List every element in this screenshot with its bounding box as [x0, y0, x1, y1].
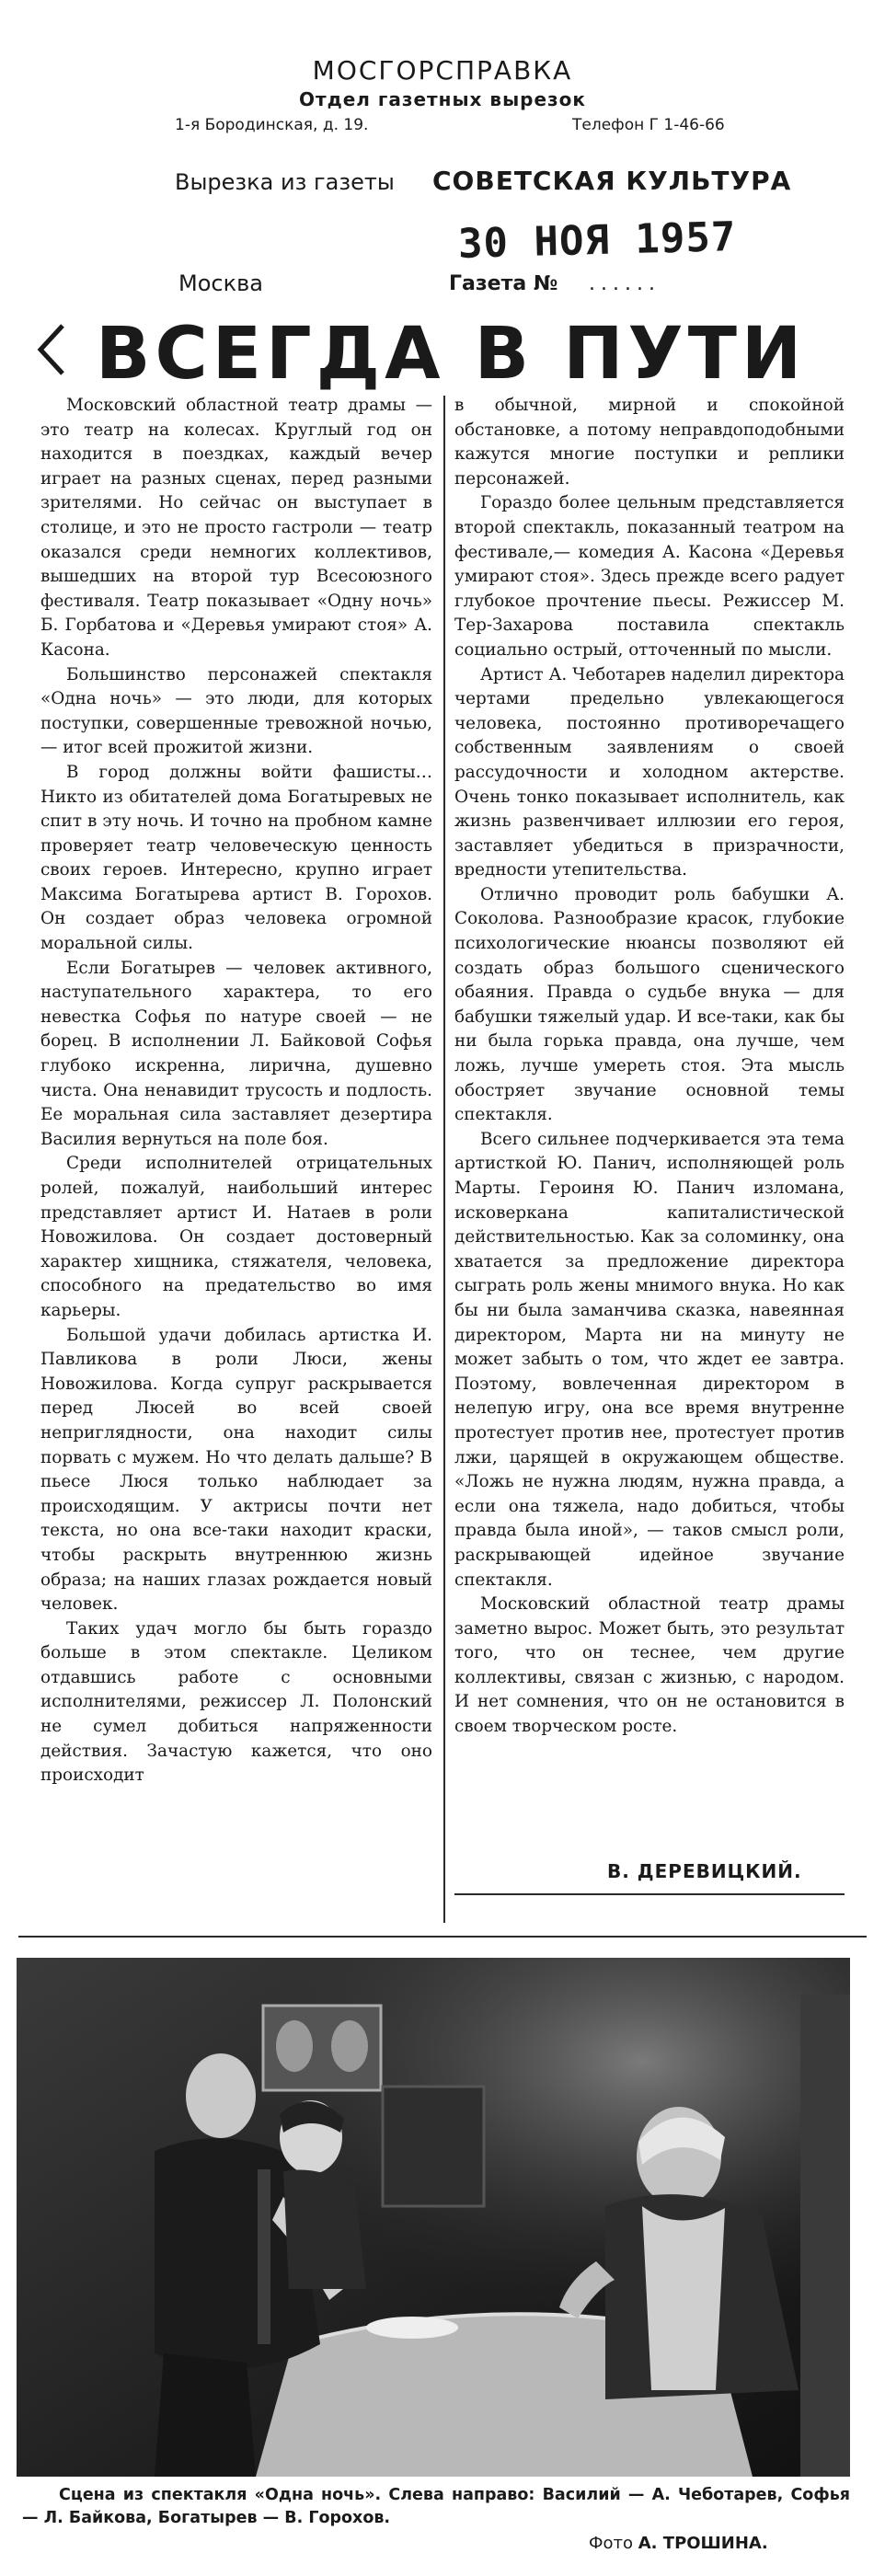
agency-phone: Телефон Г 1-46-66: [572, 116, 725, 134]
article-paragraph: Московский областной театр драмы — это театр на колесах. Круглый год он находится в поездках, каждый вечер играет на разных сценах, перед разными зрителями. Но сейчас он выступает в столице, и это не просто гастроли — театр оказался среди немногих коллективов, вышедших на второй тур Всесоюзного фестиваля. Театр показывает «Одну ночь» Б. Горбатова и «Деревья умирают стоя» А. Касона.: [40, 396, 432, 660]
article-paragraph: Отлично проводит роль бабушки А. Соколова. Разнообразие красок, глубокие психологические нюансы позволяют ей создать образ большого сценического обаяния. Правда о судьбе внука — для бабушки тяжелый удар. И все-таки, как бы ни была горька правда, она лучше, чем ложь, лучше умереть стоя. Эта мысль обостряет звучание основной темы спектакля.: [454, 884, 845, 1125]
department-name: Отдел газетных вырезок: [299, 88, 586, 110]
gazeta-number-label: Газета №: [449, 272, 558, 295]
gazeta-number-blank: ......: [589, 272, 661, 295]
article-paragraph: Артист А. Чеботарев наделил директора чертами предельно увлекающегося человека, постоянно противоречащего собственным заявлениям о своей рассудочности и холодном актерстве. Очень тонко показывает исполнитель, как жизнь развенчивает иллюзии его героя, заставляет убедиться в призрачности, вредности утепительства.: [454, 664, 845, 880]
article-paragraph: в обычной, мирной и спокойной обстановке, а потому неправдоподобными кажутся многие поступки и реплики персонажей.: [454, 396, 845, 489]
article-right-column: [454, 394, 845, 1884]
photo-credit: [589, 2534, 768, 2553]
article-paragraph: Большой удачи добилась артистка И. Павликова в роли Люси, жены Новожилова. Когда супруг раскрывается перед Люсей во всей своей неприглядности, она находит силы порвать с мужем. Но что делать дальше? В пьесе Люся только наблюдает за происходящим. У актрисы почти нет текста, но она все-таки находит краски, чтобы раскрыть внутреннюю жизнь образа; на наших глазах рождается новый человек.: [40, 1325, 432, 1615]
city-label: Москва: [178, 270, 263, 296]
headline-bracket-icon: [33, 322, 66, 377]
clipping-from-label: Вырезка из газеты: [175, 169, 395, 195]
newspaper-name: СОВЕТСКАЯ КУЛЬТУРА: [432, 166, 792, 196]
article-paragraph: Московский областной театр драмы заметно вырос. Может быть, это результат того, что он теснее, чем другие коллективы, связан с жизнью, с народом. И нет сомнения, что он не остановится в своем творческом росте.: [454, 1594, 845, 1737]
article-left-column: [40, 394, 432, 1921]
article-paragraph: Таких удач могло бы быть гораздо больше в этом спектакле. Целиком отдавшись работе с основными исполнителями, режиссер Л. Полонский не сумел добиться напряженности действия. Зачастую кажется, что оно происходит: [40, 1618, 432, 1786]
photo-credit-name: А. ТРОШИНА.: [638, 2534, 768, 2553]
article-paragraph: Всего сильнее подчеркивается эта тема артисткой Ю. Панич, исполняющей роль Марты. Героиня Ю. Панич изломана, исковеркана капиталистической действительностью. Как за соломинку, она хватается за предложение директора сыграть роль жены мнимого внука. Но как бы ни была заманчива сказка, навеянная директором, Марта ни на минуту не может забыть о том, что ждет ее завтра. Поэтому, вовлеченная директором в нелепую игру, она все время внутренне протестует против нее, протестует против лжи, царящей в окружающем обществе. «Ложь не нужна людям, нужна правда, а если она тяжела, надо добиться, чтобы правда была иной», — таков смысл роли, раскрывающей идейное звучание спектакля.: [454, 1129, 845, 1590]
photo-separator-rule: [18, 1936, 867, 1938]
date-stamp: 30 НОЯ 1957: [457, 213, 738, 268]
article-paragraph: Большинство персонажей спектакля «Одна ночь» — это люди, для которых поступки, совершенные тревожной ночью, — итог всей прожитой жизни.: [40, 664, 432, 758]
article-paragraph: Среди исполнителей отрицательных ролей, пожалуй, наибольший интерес представляет артист И. Натаев в роли Новожилова. Он создает достоверный характер хищника, стяжателя, человека, способного на предательство во имя карьеры.: [40, 1154, 432, 1320]
photo-credit-label: Фото: [589, 2534, 634, 2553]
agency-name: МОСГОРСПРАВКА: [312, 55, 573, 86]
article-end-rule: [454, 1893, 845, 1895]
agency-address: 1-я Бородинская, д. 19.: [175, 116, 369, 134]
scene-photo: [17, 1958, 850, 2477]
scene-photo-image: [17, 1958, 850, 2477]
photo-caption: Сцена из спектакля «Одна ночь». Слева направо: Василий — А. Чеботарев, Софья — Л. Байкова, Богатырев — В. Горохов.: [22, 2486, 850, 2527]
article-headline: ВСЕГДА В ПУТИ: [96, 313, 807, 396]
article-paragraph: В город должны войти фашисты… Никто из обитателей дома Богатыревых не спит в эту ночь. И точно на пробном камне проверяет театр человеческую ценность своих героев. Интересно, крупно играет Максима Богатырева артист В. Горохов. Он создает образ человека огромной моральной силы.: [40, 762, 432, 954]
article-paragraph: Гораздо более цельным представляется второй спектакль, показанный театром на фестивале,— комедия А. Касона «Деревья умирают стоя». Здесь прежде всего радует глубокое прочтение пьесы. Режиссер М. Тер-Захарова поставила спектакль социально острый, отточенный по мысли.: [454, 493, 845, 660]
column-divider: [443, 396, 445, 1923]
article-paragraph: Если Богатырев — человек активного, наступательного характера, то его невестка Софья по натуре своей — не борец. В исполнении Л. Байковой Софья глубоко искренна, лирична, душевно чиста. Она ненавидит трусость и подлость. Ее моральная сила заставляет дезертира Василия вернуться на поле боя.: [40, 958, 432, 1149]
article-author: В. ДЕРЕВИЦКИЙ.: [607, 1860, 802, 1882]
